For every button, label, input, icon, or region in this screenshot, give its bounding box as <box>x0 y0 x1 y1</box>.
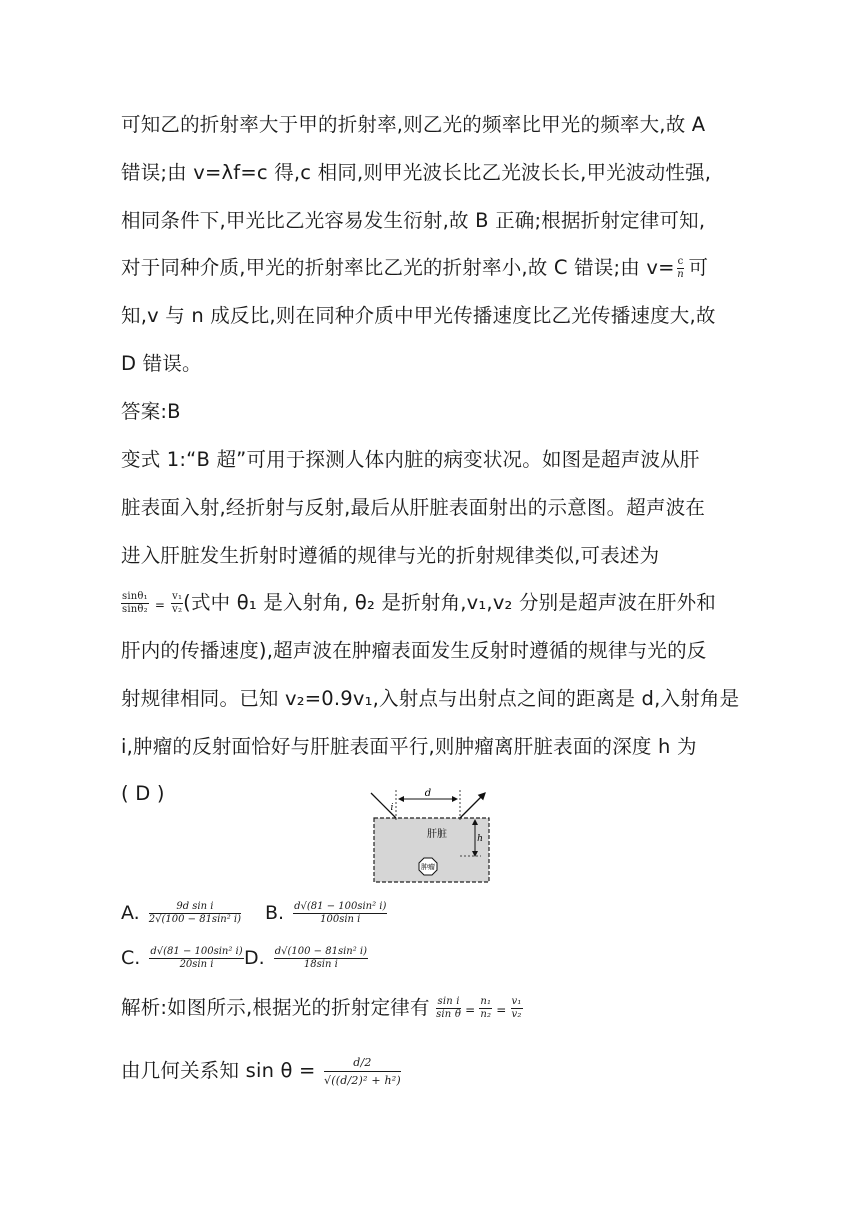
diagram-svg <box>365 786 495 886</box>
fraction-denominator: v₂ <box>172 604 183 615</box>
fraction-denominator: sinθ₂ <box>122 604 148 615</box>
exit-ray <box>460 793 485 818</box>
fraction-numerator: d√(81 − 100sin² i) <box>150 946 243 957</box>
paragraph-line: $\frac{\text{sinθ₁}}{\text{sinθ₂}}$ = $\frac{\text{v₁}}{\text{v₂}}$ (式中 θ₁ 是入射角, θ₂ 是折射角,v₁,v₂ 分别是超声波在肝外和 <box>122 591 716 615</box>
paragraph-line <box>121 542 739 570</box>
option-c <box>121 947 244 970</box>
paragraph-line <box>121 111 739 139</box>
option-c-fraction <box>149 947 243 970</box>
fraction-denominator: n₂ <box>480 1009 492 1020</box>
text: D 错误。 <box>121 352 202 375</box>
label-liver: 肝脏 <box>427 829 447 840</box>
label-tumor: 肿瘤 <box>421 863 435 871</box>
sin-theta-fraction <box>324 1057 401 1086</box>
fraction-numerator: 9d sin i <box>149 902 241 914</box>
paragraph-line <box>121 733 739 761</box>
paragraph-line <box>121 159 739 187</box>
paragraph-line <box>121 685 739 713</box>
option-a-fraction <box>149 902 241 925</box>
paragraph-line <box>121 446 739 474</box>
text: i,肿瘤的反射面恰好与肝脏表面平行,则肿瘤离肝脏表面的深度 h 为 <box>121 735 697 758</box>
option-d-fraction <box>274 947 368 970</box>
fraction-numerator: d/2 <box>324 1057 401 1072</box>
fraction-numerator: v₁ <box>511 996 522 1007</box>
label-i: i <box>390 803 394 813</box>
text: 变式 1:“B 超”可用于探测人体内脏的病变状况。如图是超声波从肝 <box>121 448 700 471</box>
label-h: h <box>477 834 483 844</box>
text: (式中 θ₁ 是入射角, θ₂ 是折射角,v₁,v₂ 分别是超声波在肝外和 <box>183 591 716 614</box>
text: 对于同种介质,甲光的折射率比乙光的折射率小,故 C 错误;由 v= <box>121 256 675 279</box>
paragraph-line <box>121 302 716 330</box>
paragraph-line <box>121 207 739 235</box>
option-a <box>121 902 241 925</box>
geometry-line <box>121 1057 401 1086</box>
fraction-denominator: 20sin i <box>179 959 214 970</box>
fraction-numerator: d√(81 − 100sin² i) <box>294 901 387 912</box>
fraction-v-ratio <box>171 592 183 615</box>
paragraph-line <box>121 494 739 522</box>
fraction-denominator: √((d/2)² + h²) <box>324 1074 401 1087</box>
ultrasound-diagram <box>365 786 495 890</box>
fraction-numerator: n₁ <box>480 996 492 1007</box>
option-label: D. <box>244 947 265 969</box>
text: 知,v 与 n 成反比,则在同种介质中甲光传播速度比乙光传播速度大,故 <box>121 304 716 327</box>
option-label: B. <box>265 902 285 924</box>
answer-choice-line <box>121 780 165 808</box>
text: 错误;由 v=λf=c 得,c 相同,则甲光波长比乙光波长长,甲光波动性强, <box>121 161 712 184</box>
paragraph-line <box>121 637 739 665</box>
snell-fraction-3 <box>511 997 523 1020</box>
text: 解析:如图所示,根据光的折射定律有 <box>121 996 430 1019</box>
fraction-denominator: 100sin i <box>320 914 361 925</box>
text: 肝内的传播速度),超声波在肿瘤表面发生反射时遵循的规律与光的反 <box>121 639 707 662</box>
snell-fraction-2 <box>479 997 492 1020</box>
fraction-numerator: c <box>677 256 684 267</box>
paragraph-line <box>121 350 202 378</box>
label-d: d <box>424 788 432 799</box>
fraction-sin-ratio <box>121 592 149 615</box>
fraction-denominator: sin θ <box>436 1009 462 1020</box>
fraction-denominator: v₂ <box>511 1009 522 1020</box>
text: 相同条件下,甲光比乙光容易发生衍射,故 B 正确;根据折射定律可知, <box>121 209 706 232</box>
fraction-denominator: 2√(100 − 81sin² i) <box>148 914 241 925</box>
snell-fraction-1 <box>436 997 461 1020</box>
text: 脏表面入射,经折射与反射,最后从肝脏表面射出的示意图。超声波在 <box>121 496 706 519</box>
option-d <box>244 947 368 970</box>
option-b <box>265 902 387 925</box>
option-label: A. <box>121 902 140 924</box>
analysis-line: 解析:如图所示,根据光的折射定律有 $\frac{\text{sin i}}{\text{sin θ}}$ = $\frac{\text{n₁}}{\text{n₂}}$ = $\frac{\text{v₁}}{\text{v₂}}$ <box>121 996 522 1020</box>
text: 射规律相同。已知 v₂=0.9v₁,入射点与出射点之间的距离是 d,入射角是 <box>121 687 740 710</box>
text: 可知乙的折射率大于甲的折射率,则乙光的频率比甲光的频率大,故 A <box>121 113 706 136</box>
fraction-denominator: 18sin i <box>303 959 338 970</box>
fraction-denominator: n <box>677 269 684 280</box>
option-label: C. <box>121 947 141 969</box>
fraction-c-over-n <box>677 257 685 280</box>
text: 由几何关系知 sin θ = <box>121 1059 316 1082</box>
fraction-numerator: sin i <box>437 996 460 1007</box>
fraction-numerator: v₁ <box>172 591 183 602</box>
option-b-fraction <box>293 902 387 925</box>
text: 进入肝脏发生折射时遵循的规律与光的折射规律类似,可表述为 <box>121 544 660 567</box>
fraction-numerator: d√(100 − 81sin² i) <box>274 946 367 957</box>
paragraph-line <box>121 254 708 282</box>
text: ( D ) <box>121 782 165 805</box>
fraction-numerator: sinθ₁ <box>122 591 148 602</box>
answer-line <box>121 398 181 426</box>
answer-text: 答案:B <box>121 400 181 423</box>
text: 可 <box>688 256 709 279</box>
